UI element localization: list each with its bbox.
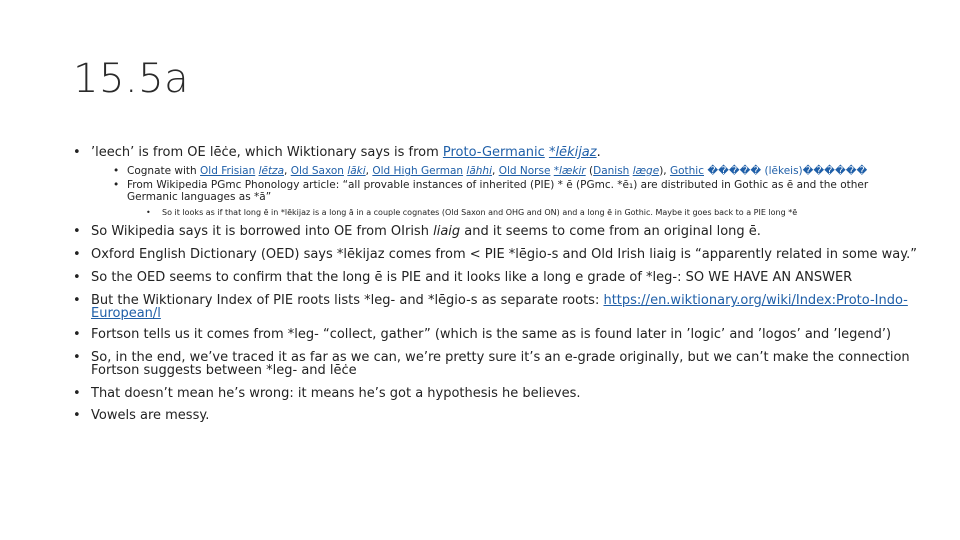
link-laege[interactable]: læge [632, 165, 660, 177]
bullet-oed: Oxford English Dictionary (OED) says *lēkijaz comes from < PIE *lēgio-s and Old Irish liaig is “apparently related in some way.” [91, 247, 917, 262]
bullet-marker: • [113, 165, 120, 177]
comma: , [365, 165, 373, 177]
gothic-glyphs: ����� (lēkeis)������ [707, 165, 868, 177]
bullet-wikipedia [91, 224, 761, 239]
period: . [596, 145, 601, 160]
link-laekir[interactable]: *lækir [553, 165, 586, 177]
bullet-vowels: Vowels are messy. [91, 408, 210, 423]
link-laki[interactable]: lāki [347, 165, 366, 177]
link-pie-index[interactable]: https://en.wiktionary.org/wiki/Index:Proto-Indo- [603, 293, 908, 308]
text: ), [659, 165, 670, 177]
bullet-marker: • [73, 224, 81, 239]
bullet-marker: • [113, 179, 120, 191]
link-letza[interactable]: lētza [258, 165, 285, 177]
sub-bullet-phonology: From Wikipedia PGmc Phonology article: “all provable instances of inherited (PIE) * ē (PGmc. *ē₁) are distributed in Gothic as ē and the other [127, 179, 869, 191]
link-old-norse[interactable]: Old Norse [498, 165, 551, 177]
bullet-marker: • [73, 327, 81, 342]
link-old-frisian[interactable]: Old Frisian [200, 165, 256, 177]
link-lekijaz[interactable]: *lēkijaz [548, 145, 597, 160]
bullet-marker: • [73, 350, 81, 365]
slide-title: 15.5a [73, 56, 190, 102]
bullet-marker: • [73, 270, 81, 285]
text: But the Wiktionary Index of PIE roots lists *leg- and *lēgio-s as separate roots: [91, 293, 604, 308]
bullet-marker: • [73, 293, 81, 308]
bullet-conclusion: So, in the end, we’ve traced it as far as we can, we’re pretty sure it’s an e-grade originally, but we can’t make the connection [91, 350, 910, 365]
bullet-fortson: Fortson tells us it comes from *leg- “collect, gather” (which is the same as is found later in ’logic’ and ’logos’ and ’legend’) [91, 327, 892, 342]
comma: , [492, 165, 499, 177]
bullet-conclusion-cont: Fortson suggests between *leg- and lēċe [91, 363, 357, 378]
text: Cognate with [127, 165, 201, 177]
link-lahhi[interactable]: lāhhi [466, 165, 492, 177]
bullet-hypothesis: That doesn’t mean he’s wrong: it means he’s got a hypothesis he believes. [91, 386, 581, 401]
bullet-text: ’leech’ is from OE lēċe, which Wiktionary says is from [91, 145, 443, 160]
link-gothic[interactable]: Gothic [669, 165, 704, 177]
bullet-marker: • [73, 145, 81, 160]
link-old-saxon[interactable]: Old Saxon [290, 165, 344, 177]
link-danish[interactable]: Danish [593, 165, 630, 177]
text: ( [585, 165, 594, 177]
text: So Wikipedia says it is borrowed into OE from OIrish [91, 224, 434, 239]
bullet-wiktionary-index [91, 293, 908, 308]
bullet-marker: • [73, 247, 81, 262]
sub-bullet-phonology-cont: Germanic languages as *ā” [127, 191, 272, 203]
bullet-wiktionary-index-cont [91, 306, 161, 321]
bullet-marker: • [73, 386, 81, 401]
sub-sub-bullet-long-e: So it looks as if that long ē in *lēkijaz is a long ā in a couple cognates (Old Saxon and OHG and ON) and a long ē in Gothic. Maybe it goes back to a PIE long *ē [162, 208, 798, 217]
bullet-marker: • [73, 408, 81, 423]
bullet-oed-confirm: So the OED seems to confirm that the long ē is PIE and it looks like a long e grade of *leg-: SO WE HAVE AN ANSWER [91, 270, 853, 285]
bullet-leech-origin [91, 145, 601, 160]
comma: , [284, 165, 291, 177]
liaig-italic: liaig [433, 224, 461, 239]
sub-bullet-cognates [127, 165, 867, 177]
link-proto-germanic[interactable]: Proto-Germanic [442, 145, 545, 160]
link-old-high-german[interactable]: Old High German [372, 165, 464, 177]
text: and it seems to come from an original long ē. [460, 224, 761, 239]
link-pie-index-cont[interactable]: European/l [91, 306, 161, 321]
bullet-marker: • [146, 208, 151, 217]
